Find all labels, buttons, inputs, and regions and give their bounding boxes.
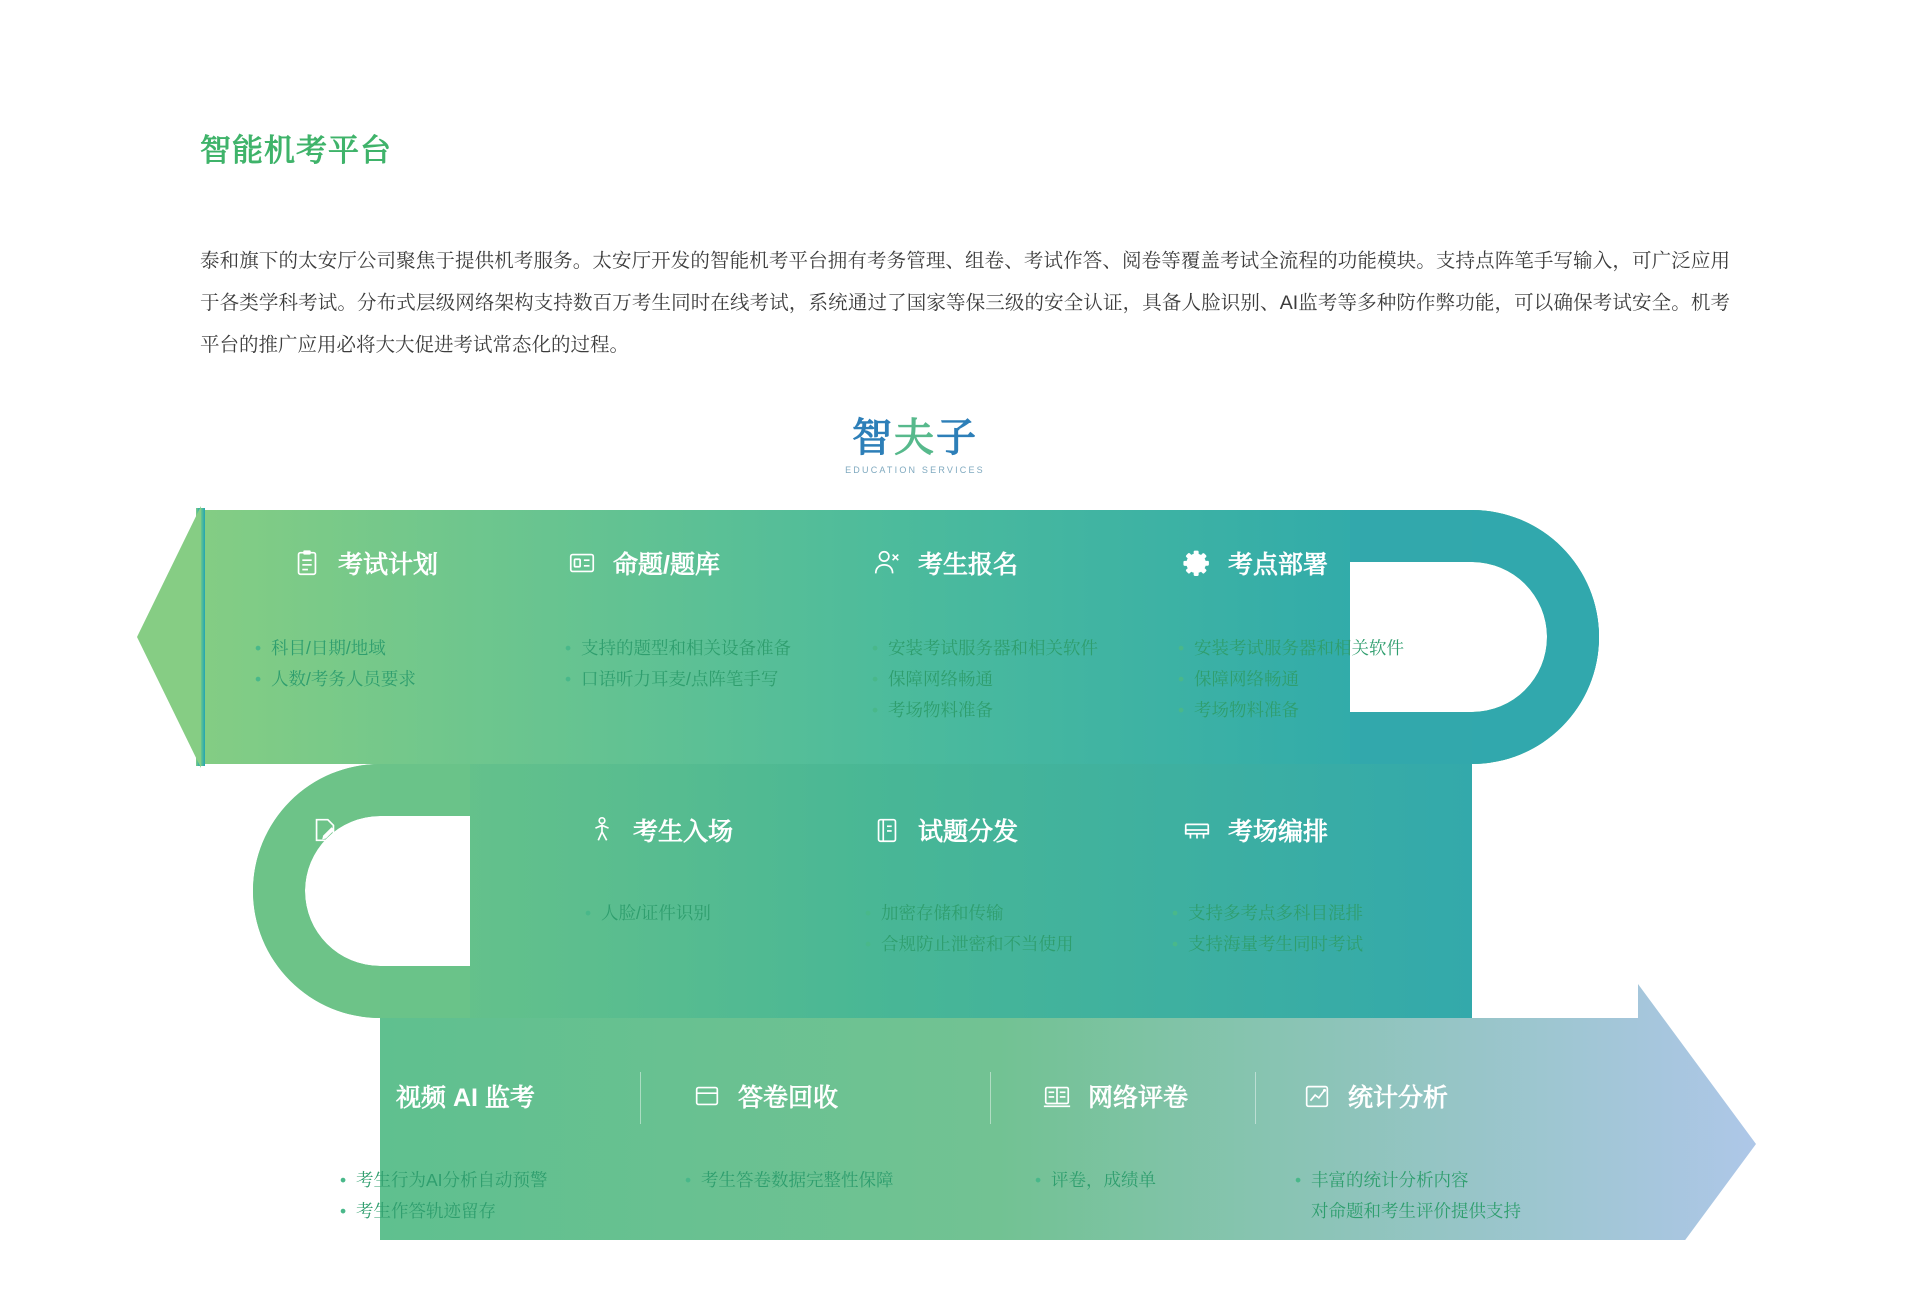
bullet-item: • 考生作答轨迹留存 (340, 1196, 548, 1227)
bullet-item: • 考场物料准备 (872, 695, 1098, 726)
clipboard-icon (290, 546, 324, 580)
flow-step-label: 考场编排 (1228, 818, 1329, 846)
logo-char-1: 智 (852, 416, 894, 460)
flow-step-label: 网络评卷 (1088, 1084, 1189, 1112)
flow-step-registration[interactable] (870, 545, 1018, 581)
flow-step-statistics[interactable] (1300, 1078, 1448, 1114)
flow-step-label: 命题/题库 (613, 551, 720, 579)
logo-char-3: 子 (936, 416, 978, 460)
online-marking-icon (1040, 1079, 1074, 1113)
walking-person-icon (585, 813, 619, 847)
flow-step-bullets-statistics (1295, 1165, 1521, 1227)
flow-step-paper-distribution[interactable] (870, 812, 1018, 848)
page-title: 智能机考平台 (200, 133, 392, 168)
flow-step-room-arrangement[interactable] (1180, 812, 1328, 848)
bullet-item: • 加密存储和传输 (865, 898, 1074, 929)
svg-text:AI: AI (359, 1091, 371, 1104)
flow-step-bullets-online-marking (1035, 1165, 1156, 1196)
flow-step-online-marking[interactable] (1040, 1078, 1188, 1114)
flow-step-label: 考点部署 (1228, 551, 1329, 579)
bullet-item: • 保障网络畅通 (872, 664, 1098, 695)
bullet-item: • 考生答卷数据完整性保障 (685, 1165, 894, 1196)
statistics-icon (1300, 1079, 1334, 1113)
flow-step-paper-collection[interactable] (690, 1078, 838, 1114)
logo-tagline: EDUCATION SERVICES (845, 465, 985, 475)
ai-video-icon (348, 1079, 382, 1113)
bullet-item: • 支持多考点多科目混排 (1172, 898, 1363, 929)
bullet-item: • 人数/考务人员要求 (255, 664, 416, 695)
flow-step-label: 统计分析 (1348, 1084, 1449, 1112)
logo-char-2: 夫 (894, 416, 936, 460)
answer-sheet-icon (308, 813, 342, 847)
flow-step-label: 考试计划 (338, 551, 439, 579)
flow-step-label: 考生作答 (356, 818, 457, 846)
flow-step-bullets-paper-collection (685, 1165, 894, 1196)
divider (990, 1072, 991, 1124)
flow-step-exam-plan[interactable] (290, 545, 438, 581)
bullet-item: • 科目/日期/地域 (255, 633, 416, 664)
flow-step-bullets-room-arrangement (1172, 898, 1363, 960)
intro-paragraph: 泰和旗下的太安厅公司聚焦于提供机考服务。太安厅开发的智能机考平台拥有考务管理、组卷、考试作答、阅卷等覆盖考试全流程的功能模块。支持点阵笔手写输入，可广泛应用于各类学科考试。分布式层级网络架构支持数百万考生同时在线考试，系统通过了国家等保三级的安全认证，具备人脸识别、AI监考等多种防作弊功能，可以确保考试安全。机考平台的推广应用必将大大促进考试常态化的过程。 (200, 250, 1730, 356)
bullet-item: 对命题和考生评价提供支持 (1311, 1201, 1521, 1221)
bullet-item: • 口语听力耳麦/点阵笔手写 (565, 664, 791, 695)
bullet-item: • 安装考试服务器和相关软件 (1178, 633, 1404, 664)
flow-step-site-deploy[interactable] (1180, 545, 1328, 581)
flow-step-bullets-registration (872, 633, 1098, 726)
flow-step-bullets-entry (585, 898, 711, 929)
bullet-item: • 保障网络畅通 (1178, 664, 1404, 695)
divider (1255, 1072, 1256, 1124)
bullet-item: • 合规防止泄密和不当使用 (865, 929, 1074, 960)
logo-wordmark (845, 415, 985, 461)
flow-step-bullets-paper-distribution (865, 898, 1074, 960)
flow-step-bullets-ai-proctoring (340, 1165, 548, 1227)
flow-step-ai-proctoring[interactable] (348, 1078, 535, 1114)
flow-step-label: 答卷回收 (738, 1084, 839, 1112)
flow-step-label: 试题分发 (918, 818, 1019, 846)
bullet-item: • 人脸/证件识别 (585, 898, 711, 929)
flow-step-label: 考生入场 (633, 818, 734, 846)
bullet-item: • 支持的题型和相关设备准备 (565, 633, 791, 664)
flow-step-bullets-exam-plan (255, 633, 416, 695)
bullet-item: • 评卷，成绩单 (1035, 1165, 1156, 1196)
flow-step-label: 视频 AI 监考 (396, 1084, 535, 1112)
brand-logo (845, 415, 985, 475)
seat-layout-icon (1180, 813, 1214, 847)
bullet-item: • 支持海量考生同时考试 (1172, 929, 1363, 960)
book-icon (870, 813, 904, 847)
question-bank-icon (565, 546, 599, 580)
flow-step-answering[interactable] (308, 812, 456, 848)
flow-step-bullets-site-deploy (1178, 633, 1404, 726)
collect-paper-icon (690, 1079, 724, 1113)
bullet-item: • 考场物料准备 (1178, 695, 1404, 726)
person-add-icon (870, 546, 904, 580)
bullet-item: • 考生行为AI分析自动预警 (340, 1165, 548, 1196)
process-ribbon (0, 500, 1920, 1240)
flow-step-label: 考生报名 (918, 551, 1019, 579)
bullet-item: • 安装考试服务器和相关软件 (872, 633, 1098, 664)
bullet-item: • 丰富的统计分析内容 (1295, 1165, 1521, 1196)
divider (640, 1072, 641, 1124)
gear-icon (1180, 546, 1214, 580)
flow-step-bullets-question-bank (565, 633, 791, 695)
flow-step-question-bank[interactable] (565, 545, 720, 581)
flow-step-entry[interactable] (585, 812, 733, 848)
